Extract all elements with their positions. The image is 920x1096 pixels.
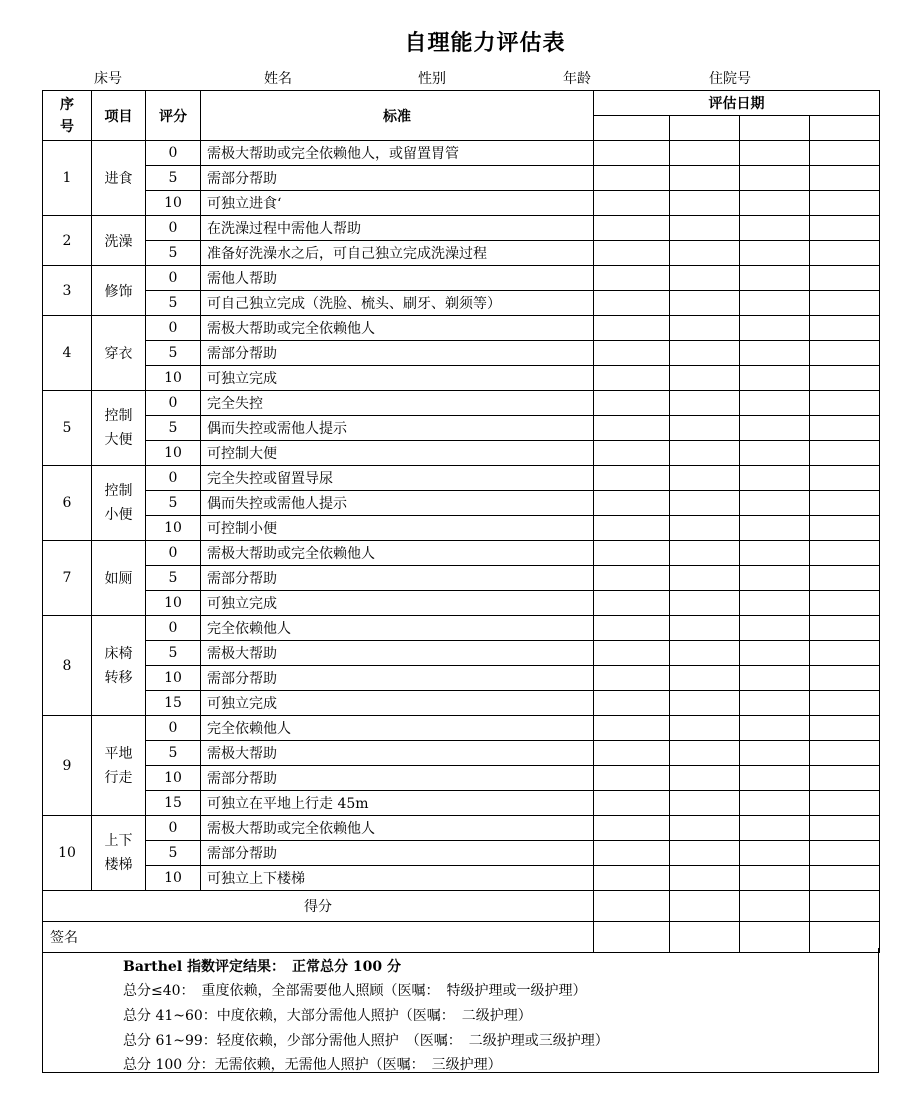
score-entry-cell[interactable] (594, 616, 670, 641)
score-value: 5 (146, 741, 201, 766)
table-row (43, 266, 880, 291)
score-entry-cell[interactable] (740, 641, 810, 666)
score-value: 5 (146, 291, 201, 316)
total-score-cell[interactable] (594, 891, 670, 922)
criteria-text: 准备好洗澡水之后，可自己独立完成洗澡过程 (201, 241, 594, 266)
score-entry-cell[interactable] (670, 766, 740, 791)
score-entry-cell[interactable] (740, 141, 810, 166)
score-entry-cell[interactable] (670, 566, 740, 591)
total-score-label: 得分 (43, 891, 594, 922)
item-name (92, 391, 146, 466)
score-entry-cell[interactable] (810, 666, 880, 691)
score-entry-cell[interactable] (740, 516, 810, 541)
score-entry-cell[interactable] (594, 191, 670, 216)
score-entry-cell[interactable] (594, 816, 670, 841)
item-name (92, 616, 146, 716)
score-entry-cell[interactable] (670, 466, 740, 491)
item-name (92, 816, 146, 891)
score-entry-cell[interactable] (594, 441, 670, 466)
score-entry-cell[interactable] (670, 341, 740, 366)
total-score-row (43, 891, 880, 922)
score-value: 0 (146, 616, 201, 641)
score-entry-cell[interactable] (670, 291, 740, 316)
score-entry-cell[interactable] (740, 666, 810, 691)
score-entry-cell[interactable] (740, 491, 810, 516)
score-entry-cell[interactable] (740, 316, 810, 341)
score-entry-cell[interactable] (810, 691, 880, 716)
score-entry-cell[interactable] (810, 866, 880, 891)
score-entry-cell[interactable] (740, 541, 810, 566)
table-row (43, 341, 880, 366)
header-eval-date: 评估日期 (594, 91, 880, 116)
score-entry-cell[interactable] (594, 491, 670, 516)
score-entry-cell[interactable] (810, 366, 880, 391)
score-entry-cell[interactable] (594, 141, 670, 166)
score-entry-cell[interactable] (594, 791, 670, 816)
table-row (43, 866, 880, 891)
table-row (43, 791, 880, 816)
score-value: 0 (146, 391, 201, 416)
score-value: 5 (146, 416, 201, 441)
item-seq: 7 (43, 541, 92, 616)
table-row (43, 541, 880, 566)
score-entry-cell[interactable] (810, 741, 880, 766)
score-entry-cell[interactable] (810, 241, 880, 266)
score-entry-cell[interactable] (740, 816, 810, 841)
item-name-line: 小便 (104, 507, 133, 523)
score-value: 0 (146, 716, 201, 741)
table-row (43, 216, 880, 241)
score-entry-cell[interactable] (740, 741, 810, 766)
score-entry-cell[interactable] (810, 566, 880, 591)
score-entry-cell[interactable] (810, 466, 880, 491)
score-entry-cell[interactable] (594, 341, 670, 366)
score-entry-cell[interactable] (740, 466, 810, 491)
score-entry-cell[interactable] (810, 841, 880, 866)
score-value: 10 (146, 516, 201, 541)
header-score: 评分 (146, 91, 201, 141)
score-entry-cell[interactable] (670, 716, 740, 741)
item-seq: 8 (43, 616, 92, 716)
score-entry-cell[interactable] (594, 741, 670, 766)
score-value: 0 (146, 266, 201, 291)
score-entry-cell[interactable] (810, 716, 880, 741)
bed-number-label: 床号 (94, 71, 122, 87)
score-entry-cell[interactable] (740, 716, 810, 741)
score-value: 10 (146, 866, 201, 891)
patient-info-row (0, 68, 920, 88)
score-value: 10 (146, 766, 201, 791)
criteria-text: 需部分帮助 (201, 766, 594, 791)
table-row (43, 191, 880, 216)
score-entry-cell[interactable] (810, 391, 880, 416)
score-entry-cell[interactable] (670, 816, 740, 841)
score-value: 0 (146, 216, 201, 241)
item-name: 洗澡 (92, 216, 146, 266)
score-entry-cell[interactable] (670, 491, 740, 516)
item-name-line: 上下 (104, 833, 133, 849)
table-row (43, 241, 880, 266)
criteria-text: 需极大帮助 (201, 741, 594, 766)
criteria-text: 需极大帮助或完全依赖他人 (201, 816, 594, 841)
score-entry-cell[interactable] (670, 691, 740, 716)
score-entry-cell[interactable] (670, 541, 740, 566)
score-entry-cell[interactable] (740, 566, 810, 591)
item-name-line: 行走 (104, 769, 133, 786)
score-entry-cell[interactable] (670, 591, 740, 616)
score-entry-cell[interactable] (810, 591, 880, 616)
score-entry-cell[interactable] (594, 241, 670, 266)
table-row (43, 516, 880, 541)
score-entry-cell[interactable] (740, 441, 810, 466)
score-value: 10 (146, 191, 201, 216)
criteria-text: 可控制小便 (201, 516, 594, 541)
score-entry-cell[interactable] (670, 791, 740, 816)
score-entry-cell[interactable] (594, 366, 670, 391)
score-entry-cell[interactable] (594, 541, 670, 566)
score-entry-cell[interactable] (810, 441, 880, 466)
score-value: 5 (146, 566, 201, 591)
score-entry-cell[interactable] (740, 591, 810, 616)
table-row (43, 691, 880, 716)
header-criteria: 标准 (201, 91, 594, 141)
score-value: 5 (146, 166, 201, 191)
patient-name-label: 姓名 (264, 71, 292, 87)
item-seq: 10 (43, 816, 92, 891)
criteria-text: 可控制大便 (201, 441, 594, 466)
criteria-text: 需极大帮助或完全依赖他人 (201, 541, 594, 566)
criteria-text: 完全依赖他人 (201, 716, 594, 741)
score-entry-cell[interactable] (594, 666, 670, 691)
total-score-cell[interactable] (740, 891, 810, 922)
score-entry-cell[interactable] (810, 291, 880, 316)
item-name (92, 466, 146, 541)
score-entry-cell[interactable] (594, 716, 670, 741)
item-seq: 2 (43, 216, 92, 266)
header-seq-char: 序 (60, 96, 74, 113)
score-entry-cell[interactable] (740, 166, 810, 191)
criteria-text: 需部分帮助 (201, 666, 594, 691)
table-row (43, 666, 880, 691)
score-entry-cell[interactable] (740, 216, 810, 241)
barthel-notes (42, 948, 879, 1073)
score-entry-cell[interactable] (594, 466, 670, 491)
score-entry-cell[interactable] (810, 641, 880, 666)
score-entry-cell[interactable] (670, 516, 740, 541)
notes-line: 总分 61~99：轻度依赖，少部分需他人照护 （医嘱： 二级护理或三级护理） (123, 1033, 609, 1049)
score-entry-cell[interactable] (594, 266, 670, 291)
score-entry-cell[interactable] (810, 216, 880, 241)
header-seq (43, 91, 92, 141)
score-entry-cell[interactable] (670, 841, 740, 866)
score-entry-cell[interactable] (594, 216, 670, 241)
item-name: 穿衣 (92, 316, 146, 391)
score-entry-cell[interactable] (594, 516, 670, 541)
score-entry-cell[interactable] (670, 441, 740, 466)
score-value: 0 (146, 816, 201, 841)
score-value: 5 (146, 491, 201, 516)
item-name (92, 716, 146, 816)
score-entry-cell[interactable] (594, 766, 670, 791)
score-entry-cell[interactable] (810, 791, 880, 816)
score-value: 0 (146, 316, 201, 341)
criteria-text: 可独立完成 (201, 591, 594, 616)
score-entry-cell[interactable] (670, 366, 740, 391)
table-row (43, 416, 880, 441)
score-entry-cell[interactable] (810, 266, 880, 291)
score-entry-cell[interactable] (810, 616, 880, 641)
score-entry-cell[interactable] (670, 241, 740, 266)
notes-line: 总分≤40： 重度依赖，全部需要他人照顾（医嘱： 特级护理或一级护理） (123, 983, 587, 999)
score-entry-cell[interactable] (810, 491, 880, 516)
notes-heading: Barthel 指数评定结果： 正常总分 100 分 (123, 959, 401, 975)
criteria-text: 需他人帮助 (201, 266, 594, 291)
score-entry-cell[interactable] (810, 416, 880, 441)
score-entry-cell[interactable] (670, 616, 740, 641)
table-row (43, 566, 880, 591)
table-row (43, 616, 880, 641)
item-seq: 3 (43, 266, 92, 316)
item-seq: 4 (43, 316, 92, 391)
score-entry-cell[interactable] (740, 616, 810, 641)
total-score-cell[interactable] (810, 891, 880, 922)
criteria-text: 可独立完成 (201, 691, 594, 716)
criteria-text: 可独立上下楼梯 (201, 866, 594, 891)
item-name: 修饰 (92, 266, 146, 316)
score-value: 5 (146, 641, 201, 666)
header-item: 项目 (92, 91, 146, 141)
score-entry-cell[interactable] (740, 866, 810, 891)
criteria-text: 需部分帮助 (201, 341, 594, 366)
score-entry-cell[interactable] (594, 866, 670, 891)
table-row (43, 291, 880, 316)
score-entry-cell[interactable] (670, 166, 740, 191)
score-entry-cell[interactable] (670, 741, 740, 766)
table-row (43, 641, 880, 666)
criteria-text: 完全失控 (201, 391, 594, 416)
table-row (43, 166, 880, 191)
score-entry-cell[interactable] (740, 366, 810, 391)
criteria-text: 需极大帮助或完全依赖他人 (201, 316, 594, 341)
total-score-cell[interactable] (670, 891, 740, 922)
notes-line: 总分 100 分：无需依赖，无需他人照护（医嘱： 三级护理） (123, 1057, 502, 1073)
criteria-text: 完全依赖他人 (201, 616, 594, 641)
notes-line: 总分 41~60：中度依赖，大部分需他人照护（医嘱： 二级护理） (123, 1008, 532, 1024)
score-value: 15 (146, 791, 201, 816)
criteria-text: 需部分帮助 (201, 566, 594, 591)
score-entry-cell[interactable] (740, 416, 810, 441)
date-cell[interactable] (740, 116, 810, 141)
table-row (43, 716, 880, 741)
score-value: 10 (146, 366, 201, 391)
criteria-text: 可独立完成 (201, 366, 594, 391)
score-entry-cell[interactable] (670, 266, 740, 291)
item-name-line: 平地 (104, 745, 133, 762)
criteria-text: 需部分帮助 (201, 166, 594, 191)
score-entry-cell[interactable] (670, 416, 740, 441)
score-entry-cell[interactable] (594, 691, 670, 716)
table-row (43, 466, 880, 491)
score-entry-cell[interactable] (594, 166, 670, 191)
table-row (43, 441, 880, 466)
score-value: 10 (146, 441, 201, 466)
score-entry-cell[interactable] (594, 841, 670, 866)
item-seq: 9 (43, 716, 92, 816)
criteria-text: 偶而失控或需他人提示 (201, 491, 594, 516)
criteria-text: 可独立进食‘ (201, 191, 594, 216)
score-entry-cell[interactable] (810, 516, 880, 541)
score-value: 10 (146, 666, 201, 691)
header-seq-text (43, 94, 91, 138)
signature-label: 签名 (43, 922, 594, 953)
item-name-line: 床椅 (104, 645, 133, 662)
score-entry-cell[interactable] (810, 316, 880, 341)
header-seq-char: 号 (60, 118, 74, 135)
score-entry-cell[interactable] (810, 816, 880, 841)
score-entry-cell[interactable] (594, 641, 670, 666)
item-name-line: 控制 (104, 408, 133, 424)
score-value: 5 (146, 341, 201, 366)
date-cell[interactable] (670, 116, 740, 141)
criteria-text: 需极大帮助或完全依赖他人，或留置胃管 (201, 141, 594, 166)
score-value: 5 (146, 841, 201, 866)
table-row (43, 816, 880, 841)
score-entry-cell[interactable] (670, 316, 740, 341)
score-value: 0 (146, 541, 201, 566)
score-entry-cell[interactable] (740, 291, 810, 316)
table-row (43, 741, 880, 766)
score-value: 5 (146, 241, 201, 266)
admission-number-label: 住院号 (709, 71, 751, 87)
score-value: 0 (146, 141, 201, 166)
score-entry-cell[interactable] (740, 841, 810, 866)
table-row (43, 841, 880, 866)
age-label: 年龄 (563, 71, 591, 87)
item-seq: 1 (43, 141, 92, 216)
score-entry-cell[interactable] (740, 791, 810, 816)
date-cell[interactable] (810, 116, 880, 141)
score-entry-cell[interactable] (740, 266, 810, 291)
score-entry-cell[interactable] (810, 766, 880, 791)
table-row (43, 316, 880, 341)
score-value: 10 (146, 591, 201, 616)
score-entry-cell[interactable] (670, 141, 740, 166)
score-entry-cell[interactable] (810, 166, 880, 191)
score-entry-cell[interactable] (740, 766, 810, 791)
score-value: 15 (146, 691, 201, 716)
assessment-table (42, 90, 880, 953)
score-entry-cell[interactable] (594, 391, 670, 416)
item-name-line: 楼梯 (104, 857, 133, 873)
item-seq: 6 (43, 466, 92, 541)
score-entry-cell[interactable] (810, 541, 880, 566)
item-name-line: 转移 (104, 669, 133, 686)
score-entry-cell[interactable] (594, 591, 670, 616)
gender-label: 性别 (418, 71, 446, 87)
score-entry-cell[interactable] (670, 216, 740, 241)
item-name: 如厕 (92, 541, 146, 616)
score-entry-cell[interactable] (594, 566, 670, 591)
table-row (43, 491, 880, 516)
page-title: 自理能力评估表 (404, 31, 566, 56)
item-name: 进食 (92, 141, 146, 216)
score-entry-cell[interactable] (670, 866, 740, 891)
criteria-text: 可独立在平地上行走 45m (201, 791, 594, 816)
table-row (43, 766, 880, 791)
table-row (43, 591, 880, 616)
item-name-line: 控制 (104, 483, 133, 499)
score-entry-cell[interactable] (670, 641, 740, 666)
criteria-text: 需极大帮助 (201, 641, 594, 666)
item-seq: 5 (43, 391, 92, 466)
score-entry-cell[interactable] (740, 691, 810, 716)
score-entry-cell[interactable] (740, 241, 810, 266)
table-row (43, 366, 880, 391)
score-entry-cell[interactable] (810, 141, 880, 166)
item-name-line: 大便 (104, 432, 133, 448)
score-entry-cell[interactable] (594, 316, 670, 341)
score-entry-cell[interactable] (670, 391, 740, 416)
criteria-text: 可自己独立完成（洗脸、梳头、刷牙、剃须等） (201, 291, 594, 316)
table-row (43, 391, 880, 416)
score-entry-cell[interactable] (740, 391, 810, 416)
score-entry-cell[interactable] (594, 416, 670, 441)
score-value: 0 (146, 466, 201, 491)
criteria-text: 完全失控或留置导尿 (201, 466, 594, 491)
score-entry-cell[interactable] (670, 666, 740, 691)
score-entry-cell[interactable] (740, 341, 810, 366)
score-entry-cell[interactable] (740, 191, 810, 216)
criteria-text: 需部分帮助 (201, 841, 594, 866)
criteria-text: 偶而失控或需他人提示 (201, 416, 594, 441)
date-cell[interactable] (594, 116, 670, 141)
score-entry-cell[interactable] (670, 191, 740, 216)
table-row (43, 141, 880, 166)
score-entry-cell[interactable] (810, 191, 880, 216)
score-entry-cell[interactable] (810, 341, 880, 366)
score-entry-cell[interactable] (594, 291, 670, 316)
criteria-text: 在洗澡过程中需他人帮助 (201, 216, 594, 241)
